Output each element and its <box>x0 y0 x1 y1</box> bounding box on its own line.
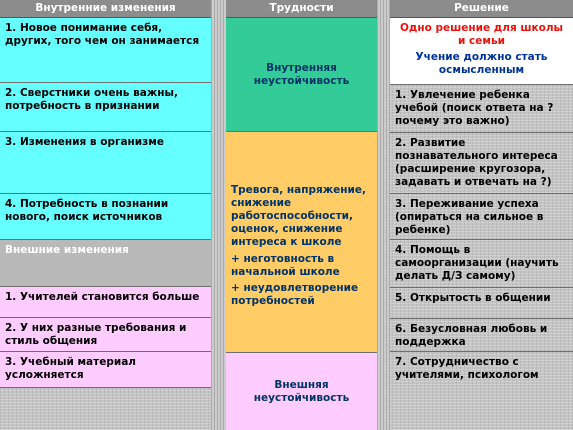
internal-change-1: 1. Новое понимание себя, других, того чем он занимается <box>0 18 211 83</box>
solution-1: 1. Увлечение ребенка учебой (поиск ответа на ? почему это важно) <box>390 85 573 133</box>
solution-2: 2. Развитие познавательного интереса (расширение кругозора, задавать и отвечать на ?) <box>390 133 573 194</box>
external-change-2: 2. У них разные требования и стиль общения <box>0 318 211 352</box>
solution-4: 4. Помощь в самоорганизации (научить делать Д/З самому) <box>390 240 573 288</box>
column-solution <box>390 0 573 430</box>
one-solution-text: Одно решение для школы и семьи <box>399 22 564 47</box>
column-internal-changes <box>0 0 211 430</box>
external-instability <box>226 353 377 430</box>
anxiety-text: Тревога, напряжение, снижение работоспособности, оценок, снижение интереса к школе <box>231 184 367 248</box>
internal-instability <box>226 18 377 132</box>
external-change-3: 3. Учебный материал усложняется <box>0 352 211 388</box>
header-solution: Решение <box>390 0 573 18</box>
meaningful-learning-text: Учение должно стать осмысленным <box>415 51 548 76</box>
header-internal-changes: Внутренние изменения <box>0 0 211 18</box>
unmet-needs-text: + неудовлетворение потребностей <box>231 282 359 307</box>
solution-3: 3. Переживание успеха (опираться на сильное в ребенке) <box>390 194 573 240</box>
unpreparedness-text: + неготовность в начальной школе <box>231 253 340 278</box>
internal-instability-label: Внутренняя неустойчивость <box>253 61 350 87</box>
solution-intro <box>390 18 573 85</box>
external-change-1: 1. Учителей становится больше <box>0 287 211 318</box>
internal-change-2: 2. Сверстники очень важны, потребность в признании <box>0 83 211 132</box>
column-difficulties <box>226 0 377 430</box>
column-separator <box>211 0 226 430</box>
solution-5: 5. Открытость в общении <box>390 288 573 319</box>
header-difficulties: Трудности <box>226 0 377 18</box>
external-changes-header: Внешние изменения <box>0 240 211 287</box>
difficulties-description <box>226 132 377 353</box>
internal-change-4: 4. Потребность в познании нового, поиск источников <box>0 194 211 240</box>
solution-7: 7. Сотрудничество с учителями, психологом <box>395 356 539 381</box>
external-instability-label: Внешняя неустойчивость <box>253 378 350 404</box>
column-separator <box>377 0 390 430</box>
internal-change-3: 3. Изменения в организме <box>0 132 211 194</box>
solution-6: 6. Безусловная любовь и поддержка <box>390 319 573 352</box>
